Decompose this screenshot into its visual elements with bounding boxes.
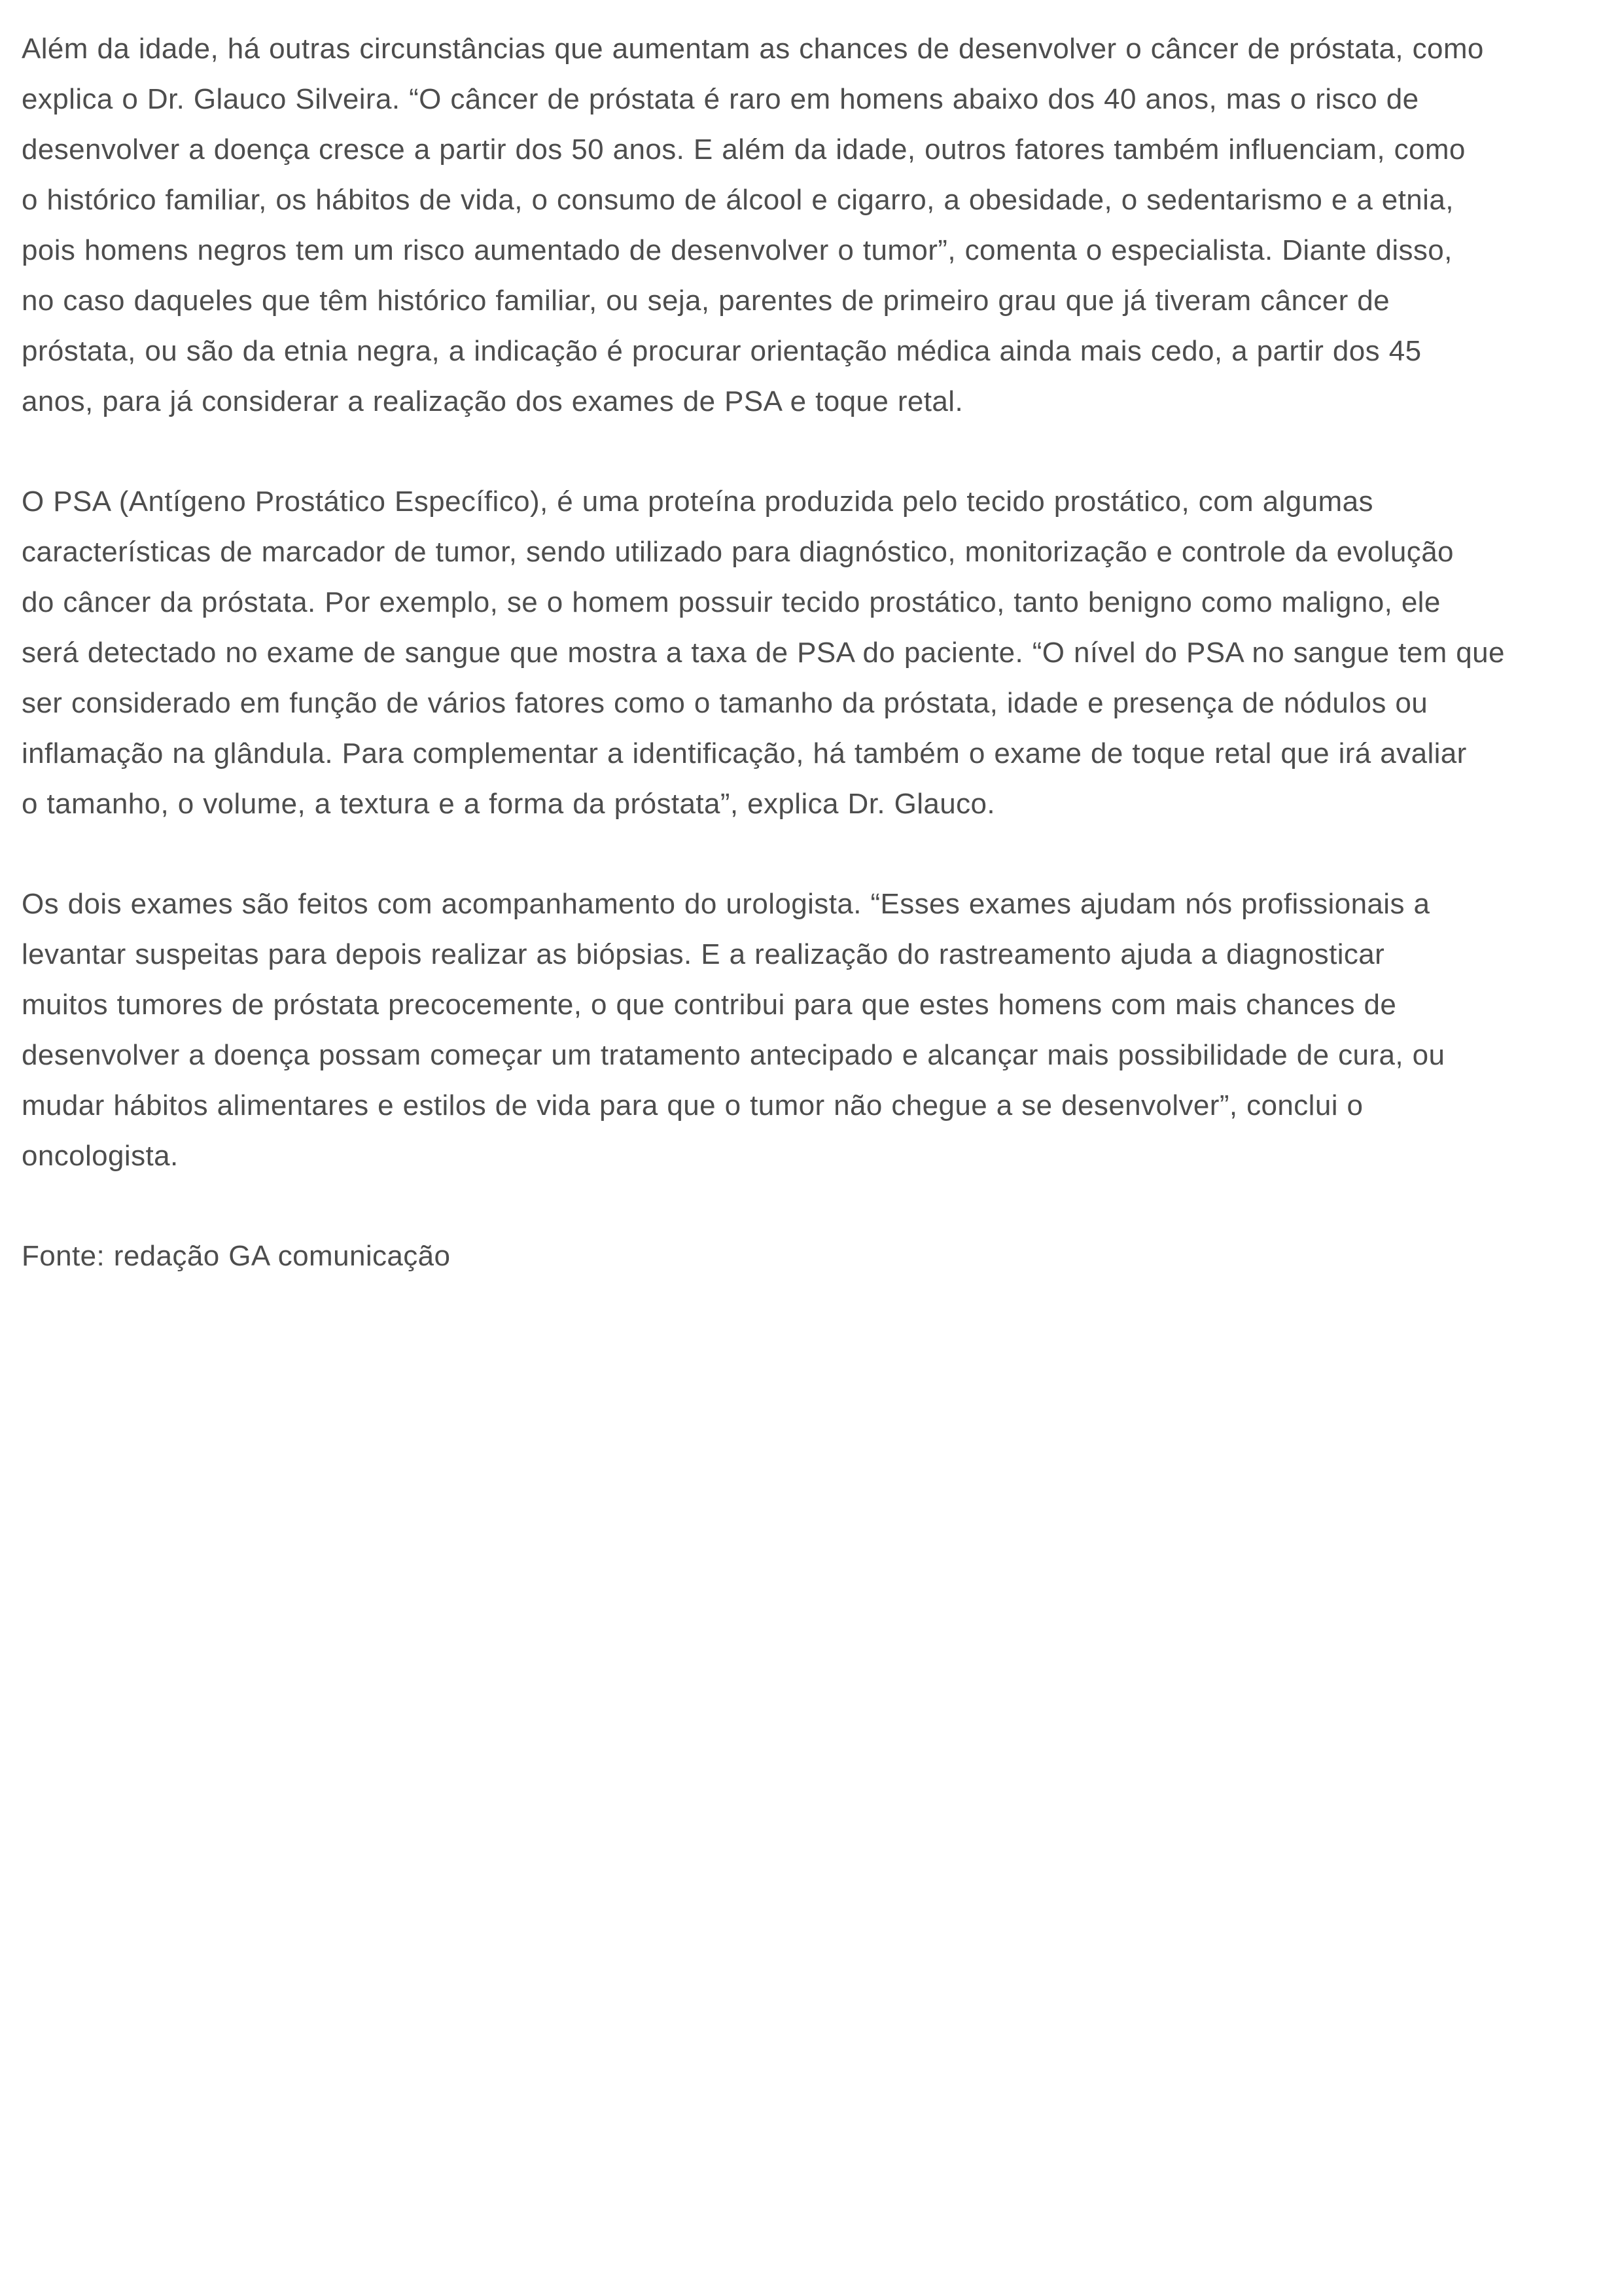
text-line: o tamanho, o volume, a textura e a forma da próstata”, explica Dr. Glauco. (22, 788, 996, 820)
text-line: mudar hábitos alimentares e estilos de vida para que o tumor não chegue a se desenvolver”, conclui o (22, 1089, 1364, 1122)
text-line: desenvolver a doença possam começar um tratamento antecipado e alcançar mais possibilidade de cura, ou (22, 1039, 1445, 1071)
text-line: levantar suspeitas para depois realizar as biópsias. E a realização do rastreamento ajuda a diagnosticar (22, 938, 1385, 970)
text-line: do câncer da próstata. Por exemplo, se o homem possuir tecido prostático, tanto benigno como maligno, ele (22, 586, 1441, 618)
text-line: pois homens negros tem um risco aumentado de desenvolver o tumor”, comenta o especialista. Diante disso, (22, 234, 1453, 266)
text-line: desenvolver a doença cresce a partir dos 50 anos. E além da idade, outros fatores também influenciam, como (22, 133, 1466, 166)
text-line: características de marcador de tumor, sendo utilizado para diagnóstico, monitorização e controle da evolução (22, 536, 1454, 568)
text-line: próstata, ou são da etnia negra, a indicação é procurar orientação médica ainda mais cedo, a partir dos 45 (22, 335, 1422, 367)
text-line: Além da idade, há outras circunstâncias que aumentam as chances de desenvolver o câncer de próstata, como (22, 33, 1484, 65)
text-line: explica o Dr. Glauco Silveira. “O câncer de próstata é raro em homens abaixo dos 40 anos, mas o risco de (22, 83, 1419, 115)
article-body (22, 24, 1605, 1281)
paragraph-age-risk-factors (22, 24, 1605, 427)
text-line: inflamação na glândula. Para complementar a identificação, há também o exame de toque retal que irá avaliar (22, 737, 1467, 769)
text-line: anos, para já considerar a realização dos exames de PSA e toque retal. (22, 385, 964, 417)
paragraph-exams-screening (22, 879, 1605, 1181)
text-line: no caso daqueles que têm histórico familiar, ou seja, parentes de primeiro grau que já tiveram câncer de (22, 285, 1390, 317)
text-line: será detectado no exame de sangue que mostra a taxa de PSA do paciente. “O nível do PSA no sangue tem que (22, 637, 1505, 669)
paragraph-psa-explanation (22, 476, 1605, 829)
text-line: ser considerado em função de vários fatores como o tamanho da próstata, idade e presença de nódulos ou (22, 687, 1428, 719)
text-line: Fonte: redação GA comunicação (22, 1240, 451, 1272)
text-line: Os dois exames são feitos com acompanhamento do urologista. “Esses exames ajudam nós profissionais a (22, 888, 1430, 920)
text-line: oncologista. (22, 1140, 179, 1172)
text-line: o histórico familiar, os hábitos de vida, o consumo de álcool e cigarro, a obesidade, o sedentarismo e a etnia, (22, 184, 1454, 216)
source-credit (22, 1231, 1605, 1281)
text-line: O PSA (Antígeno Prostático Específico), é uma proteína produzida pelo tecido prostático, com algumas (22, 486, 1373, 518)
text-line: muitos tumores de próstata precocemente, o que contribui para que estes homens com mais chances de (22, 989, 1397, 1021)
